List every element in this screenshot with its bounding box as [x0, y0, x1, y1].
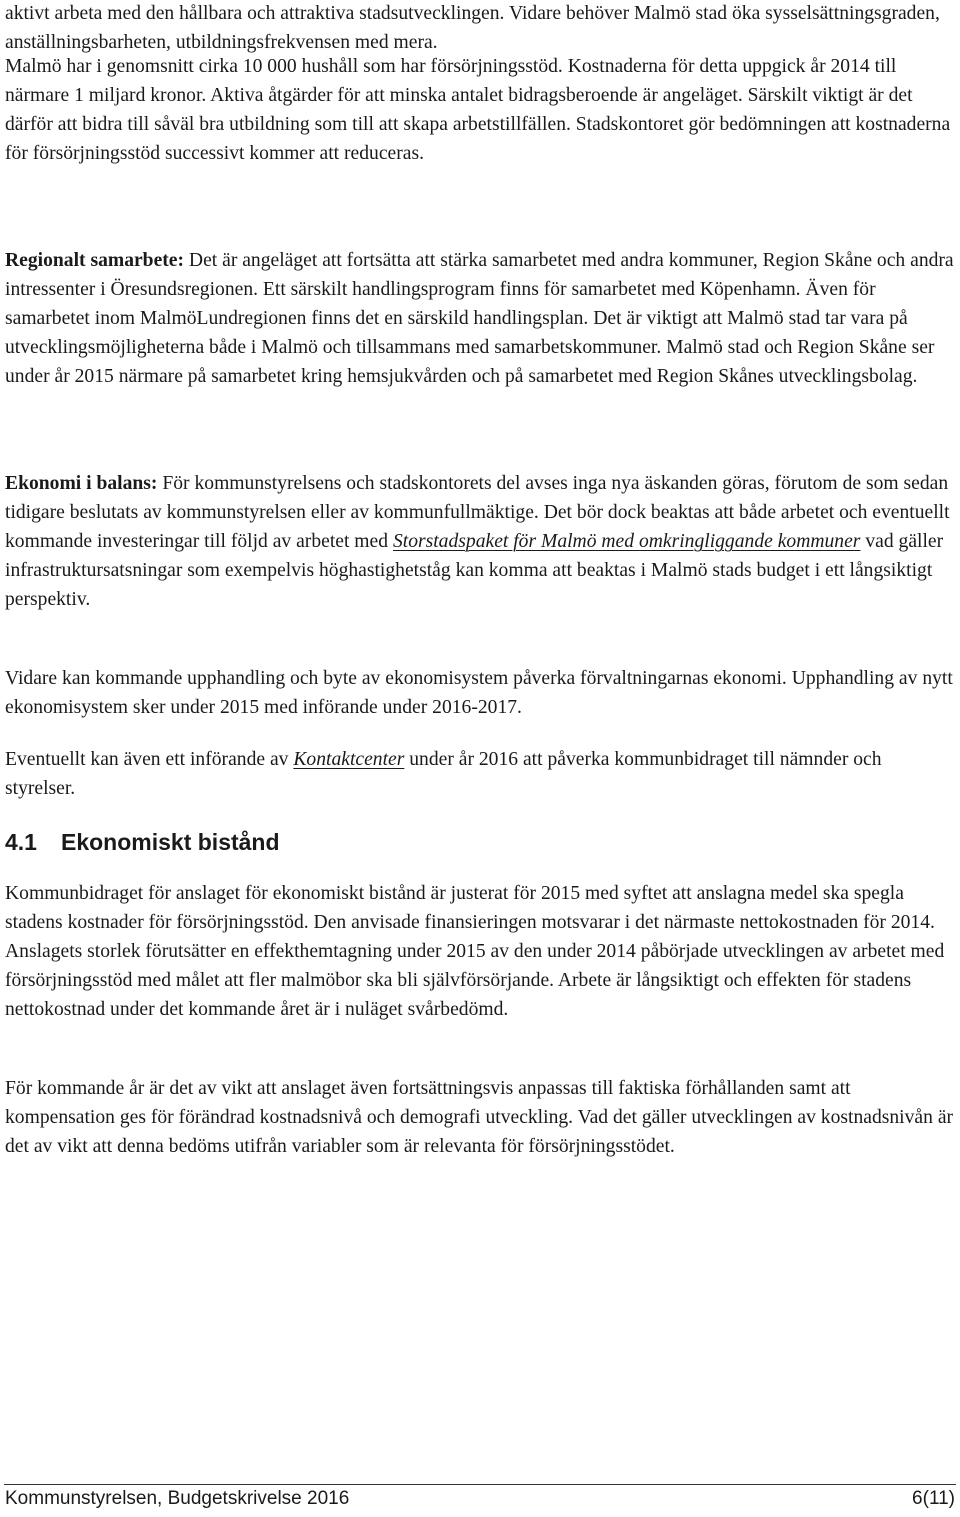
paragraph-income-support: Malmö har i genomsnitt cirka 10 000 hushåll som har försörjningsstöd. Kostnaderna för detta uppgick år 2014 till närmare 1 miljard kronor. Aktiva åtgärder för att minska antalet bidragsberoende är angeläget. Särskilt viktigt är det därför att bidra till såväl bra utbildning som till att skapa arbetstillfällen. Stadskontoret gör bedömningen att kostnaderna för försörjningsstöd successivt kommer att reduceras.	[5, 56, 951, 164]
paragraph-body-regional: Det är angeläget att fortsätta att stärka samarbetet med andra kommuner, Region Skåne och andra intressenter i Öresundsregionen. Ett särskilt handlingsprogram finns för samarbetet med Köpenhamn. Även för samarbetet inom MalmöLundregionen finns det en särskild handlingsplan. Det är viktigt att Malmö stad tar vara på utvecklingsmöjligheterna både i Malmö och tillsammans med samarbetskommuner. Malmö stad och Region Skåne ser under år 2015 närmare på samarbetet kring hemsjukvården och på samarbetet med Region Skånes utvecklingsbolag.	[5, 250, 954, 387]
paragraph-contact-center	[5, 745, 955, 803]
paragraph-body-contact-1: Eventuellt kan även ett införande av	[5, 749, 294, 770]
section-number: 4.1	[5, 829, 37, 855]
paragraph-body-contact-2: under år 2016 att påverka kommunbidraget till nämnder och styrelser.	[5, 749, 882, 799]
footer-document-title: Kommunstyrelsen, Budgetskrivelse 2016	[5, 1488, 350, 1509]
paragraph-sustainable-development: aktivt arbeta med den hållbara och attraktiva stadsutvecklingen. Vidare behöver Malmö stad öka sysselsättningsgraden, anställningsbarheten, utbildningsfrekvensen med mera.	[5, 3, 940, 53]
paragraph-future-years: För kommande år är det av vikt att anslaget även fortsättningsvis anpassas till faktiska förhållanden samt att kompensation ges för förändrad kostnadsnivå och demografi utveckling. Vad det gäller utvecklingen av kostnadsnivån är det av vikt att denna bedöms utifrån variabler som är relevanta för försörjningsstödet.	[5, 1078, 954, 1157]
paragraph-lead-regional: Regionalt samarbete:	[5, 250, 185, 271]
paragraph-economic-assistance: Kommunbidraget för anslaget för ekonomiskt bistånd är justerat för 2015 med syftet att anslagna medel ska spegla stadens kostnader för försörjningsstöd. Den anvisade finansieringen motsvarar i det närmaste nettokostnaden för 2014. Anslagets storlek förutsätter en effekthemtagning under 2015 av den under 2014 påbörjade utvecklingen av arbetet med försörjningsstöd med målet att fler malmöbor ska bli självförsörjande. Arbete är långsiktigt och effekten för stadens nettokostnad under det kommande året är i nuläget svårbedömd.	[5, 883, 945, 1020]
footer-divider	[4, 1484, 956, 1485]
page-footer	[5, 1488, 955, 1510]
paragraph-economy-system: Vidare kan kommande upphandling och byte av ekonomisystem påverka förvaltningarnas ekonomi. Upphandling av nytt ekonomisystem sker under 2015 med införande under 2016-2017.	[5, 668, 953, 718]
italic-storstadspaket: Storstadspaket för Malmö med omkringliggande kommuner	[392, 531, 861, 552]
paragraph-balanced-economy	[5, 469, 955, 614]
paragraph-lead-economy: Ekonomi i balans:	[5, 473, 158, 494]
paragraph-regional-cooperation	[5, 246, 955, 391]
section-title: Ekonomiskt bistånd	[61, 829, 280, 855]
document-page	[5, 0, 955, 1517]
section-heading-4-1	[5, 829, 280, 856]
paragraph-body-economy-2: vad gäller infrastruktursatsningar som exempelvis höghastighetståg kan komma att beaktas i Malmö stads budget i ett långsiktigt perspektiv.	[5, 531, 944, 610]
paragraph-body-economy-1: För kommunstyrelsens och stadskontorets del avses inga nya äskanden göras, förutom de som sedan tidigare beslutats av kommunstyrelsen eller av kommunfullmäktige. Det bör dock beaktas att både arbetet och eventuellt kommande investeringar till följd av arbetet med	[5, 473, 950, 552]
italic-kontaktcenter: Kontaktcenter	[293, 749, 405, 770]
footer-page-number: 6(11)	[912, 1488, 955, 1509]
